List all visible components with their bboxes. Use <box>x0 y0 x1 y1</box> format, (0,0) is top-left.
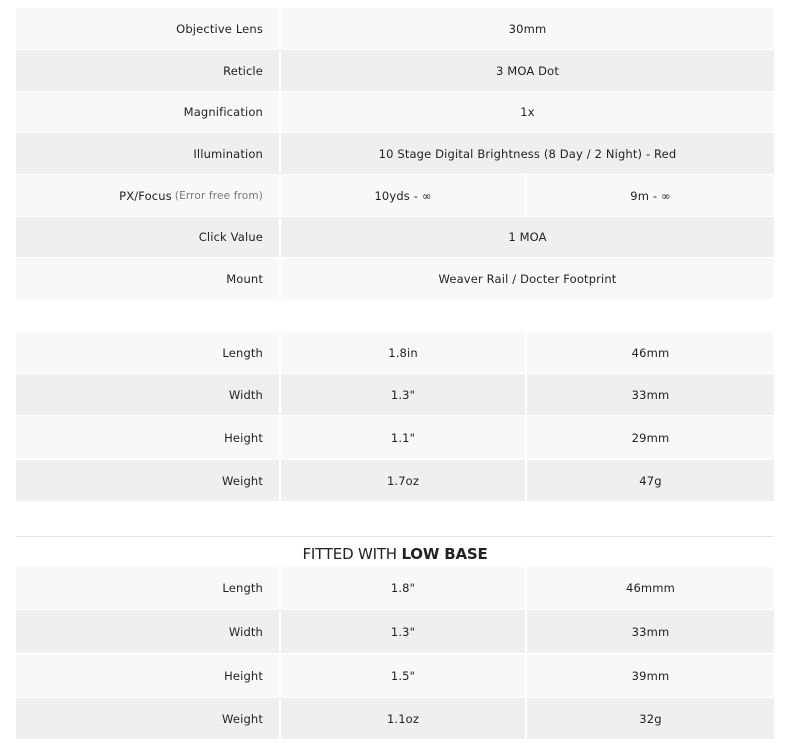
dimension-metric: 33mm <box>631 387 670 402</box>
low-base-metric: 46mmm <box>626 581 675 595</box>
spec-row-px-focus <box>16 175 774 217</box>
spec-value: Weaver Rail / Docter Footprint <box>438 271 617 286</box>
spec-value-metric: 9m - ∞ <box>630 188 671 203</box>
low-base-title <box>16 545 774 563</box>
spec-label: Objective Lens <box>16 8 281 49</box>
dimension-metric: 47g <box>639 473 662 488</box>
spec-value: 30mm <box>508 21 547 36</box>
dimension-label: Width <box>16 374 281 415</box>
spec-label-text: PX/Focus <box>119 188 172 203</box>
low-base-title-strong: LOW BASE <box>401 545 488 563</box>
dimension-imperial: 1.3" <box>281 374 527 415</box>
dimension-row-height <box>16 416 774 460</box>
dimensions-table <box>16 332 774 502</box>
spec-row-click-value <box>16 217 774 258</box>
spec-label: Illumination <box>16 133 281 174</box>
spec-value-imperial: 10yds - ∞ <box>281 175 527 216</box>
dimension-metric: 29mm <box>631 430 670 445</box>
low-base-title-prefix: FITTED WITH <box>302 545 402 563</box>
low-base-metric: 33mm <box>631 624 670 639</box>
section-divider <box>16 536 774 537</box>
low-base-table <box>16 567 774 740</box>
dimension-label: Height <box>16 416 281 459</box>
low-base-imperial: 1.1oz <box>281 698 527 739</box>
dimension-imperial: 1.1" <box>281 416 527 459</box>
spec-value: 10 Stage Digital Brightness (8 Day / 2 Night) - Red <box>378 146 677 161</box>
low-base-imperial: 1.3" <box>281 610 527 653</box>
dimension-label: Length <box>16 332 281 373</box>
low-base-row-height <box>16 654 774 698</box>
dimension-row-weight <box>16 460 774 502</box>
spec-row-magnification <box>16 92 774 133</box>
spec-label <box>16 175 281 216</box>
dimension-imperial: 1.8in <box>281 332 527 373</box>
spec-row-objective-lens <box>16 8 774 50</box>
spec-value: 3 MOA Dot <box>495 63 560 78</box>
low-base-imperial: 1.5" <box>281 654 527 697</box>
spec-value: 1x <box>520 105 535 119</box>
dimension-imperial: 1.7oz <box>281 460 527 501</box>
spec-label-note: (Error free from) <box>174 189 263 202</box>
dimension-metric: 46mm <box>631 345 670 360</box>
low-base-row-weight <box>16 698 774 740</box>
spec-label: Reticle <box>16 50 281 91</box>
low-base-label: Width <box>16 610 281 653</box>
low-base-metric: 39mm <box>631 668 670 683</box>
low-base-label: Length <box>16 567 281 609</box>
low-base-metric: 32g <box>639 711 662 726</box>
low-base-row-width <box>16 610 774 654</box>
low-base-label: Height <box>16 654 281 697</box>
spec-label: Magnification <box>16 92 281 132</box>
spec-row-reticle <box>16 50 774 92</box>
spec-row-mount <box>16 258 774 300</box>
spec-row-illumination <box>16 133 774 175</box>
low-base-label: Weight <box>16 698 281 739</box>
dimension-row-width <box>16 374 774 416</box>
dimension-label: Weight <box>16 460 281 501</box>
specs-table <box>16 8 774 300</box>
spec-label: Click Value <box>16 217 281 257</box>
dimension-row-length <box>16 332 774 374</box>
low-base-imperial: 1.8" <box>281 567 527 609</box>
low-base-row-length <box>16 567 774 610</box>
spec-value: 1 MOA <box>508 230 547 244</box>
spec-label: Mount <box>16 258 281 299</box>
